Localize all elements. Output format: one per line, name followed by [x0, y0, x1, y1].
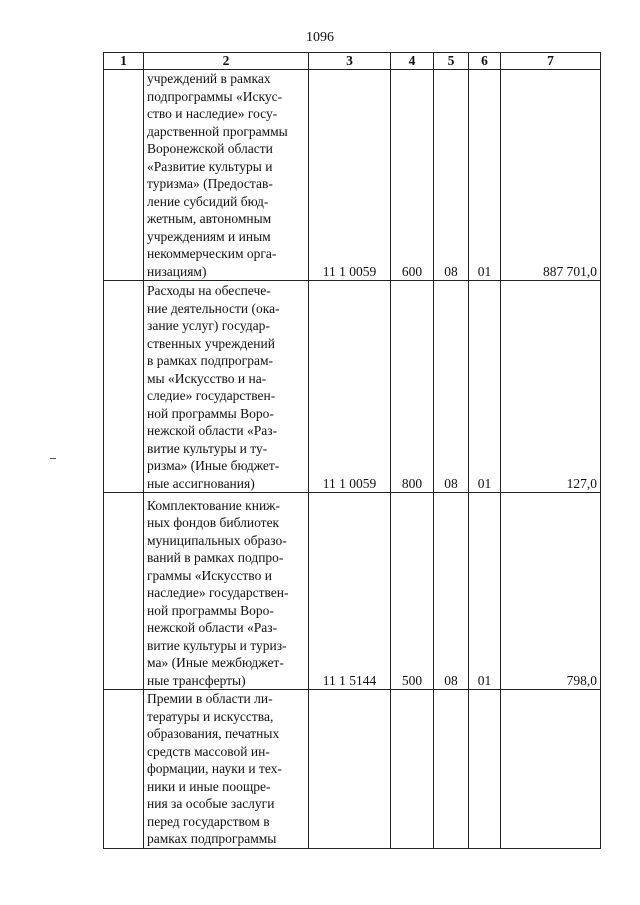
header-row [104, 53, 601, 70]
header-col-5: 5 [434, 53, 469, 70]
expense-type-cell [391, 690, 434, 849]
page-number: 1096 [306, 30, 334, 45]
description-line: ление субсидий бюд- [147, 193, 269, 209]
description-cell [144, 70, 309, 281]
description-line: образования, печатных [147, 726, 280, 741]
header-col-7: 7 [501, 53, 601, 70]
description-line: Расходы на обеспече- [147, 283, 271, 298]
row-number-cell [104, 70, 144, 281]
section-cell [434, 690, 469, 849]
table-row [104, 493, 601, 690]
description-line: ники и иные поощре- [147, 778, 271, 794]
table-row [104, 70, 601, 281]
description-line: перед государством в [147, 813, 270, 829]
description-line: учреждений в рамках [147, 71, 271, 86]
description-cell [144, 281, 309, 493]
description-line: следие» государствен- [147, 388, 276, 403]
expense-type-cell: 800 [391, 281, 434, 493]
description-line: ной программы Воро- [147, 602, 274, 618]
description-line: рамках подпрограммы [147, 831, 277, 846]
description-line: жетным, автономным [147, 211, 272, 226]
description-line: наследие» государствен- [147, 585, 289, 600]
subsection-cell [469, 690, 501, 849]
description-line: ные трансферты) [147, 672, 246, 688]
description-line: ризма» (Иные бюджет- [147, 458, 280, 473]
description-line: ма» (Иные межбюджет- [147, 655, 284, 670]
target-code-cell: 11 1 0059 [309, 70, 391, 281]
description-line: подпрограммы «Искус- [147, 88, 283, 104]
description-line: формации, науки и тех- [147, 761, 282, 776]
budget-table [103, 52, 601, 849]
row-number-cell [104, 281, 144, 493]
description-line: учреждениям и иным [147, 228, 271, 244]
description-line: Воронежской области [147, 141, 273, 156]
description-line: средств массовой ин- [147, 743, 270, 759]
description-line: ных фондов библиотек [147, 515, 280, 530]
description-line: туризма» (Предостав- [147, 176, 273, 191]
scan-mark [50, 458, 56, 459]
subsection-cell: 01 [469, 70, 501, 281]
description-cell [144, 493, 309, 690]
subsection-cell: 01 [469, 281, 501, 493]
description-line: витие культуры и ту- [147, 440, 268, 456]
amount-cell: 127,0 [501, 281, 601, 493]
description-line: в рамках подпрограм- [147, 353, 274, 368]
target-code-cell: 11 1 0059 [309, 281, 391, 493]
expense-type-cell: 500 [391, 493, 434, 690]
description-line: ственных учреждений [147, 335, 275, 351]
header-col-3: 3 [309, 53, 391, 70]
section-cell: 08 [434, 70, 469, 281]
description-line: Премии в области ли- [147, 691, 273, 706]
header-col-4: 4 [391, 53, 434, 70]
description-line: зание услуг) государ- [147, 318, 270, 333]
table-row [104, 690, 601, 849]
description-line: «Развитие культуры и [147, 158, 273, 174]
description-line: ние деятельности (ока- [147, 300, 280, 316]
description-line: ной программы Воро- [147, 405, 274, 421]
amount-cell: 798,0 [501, 493, 601, 690]
description-line: нежской области «Раз- [147, 620, 278, 635]
header-col-6: 6 [469, 53, 501, 70]
description-cell [144, 690, 309, 849]
table-row [104, 281, 601, 493]
section-cell: 08 [434, 281, 469, 493]
target-code-cell [309, 690, 391, 849]
description-line: некоммерческим орга- [147, 246, 277, 261]
description-line: витие культуры и туриз- [147, 637, 287, 653]
description-line: мы «Искусство и на- [147, 370, 267, 386]
section-cell: 08 [434, 493, 469, 690]
description-line: муниципальных образо- [147, 532, 287, 548]
description-line: граммы «Искусство и [147, 567, 272, 583]
row-number-cell [104, 690, 144, 849]
header-col-1: 1 [104, 53, 144, 70]
subsection-cell: 01 [469, 493, 501, 690]
description-line: низациям) [147, 263, 207, 279]
target-code-cell: 11 1 5144 [309, 493, 391, 690]
expense-type-cell: 600 [391, 70, 434, 281]
header-col-2: 2 [144, 53, 309, 70]
description-line: тературы и искусства, [147, 708, 274, 724]
description-line: ные ассигнования) [147, 475, 255, 491]
row-number-cell [104, 493, 144, 690]
amount-cell: 887 701,0 [501, 70, 601, 281]
description-line: ния за особые заслуги [147, 796, 275, 811]
description-line: ваний в рамках подпро- [147, 550, 284, 565]
description-line: дарственной программы [147, 123, 288, 139]
amount-cell [501, 690, 601, 849]
description-line: Комплектование книж- [147, 497, 281, 513]
description-line: ство и наследие» госу- [147, 106, 278, 121]
description-line: нежской области «Раз- [147, 423, 278, 438]
